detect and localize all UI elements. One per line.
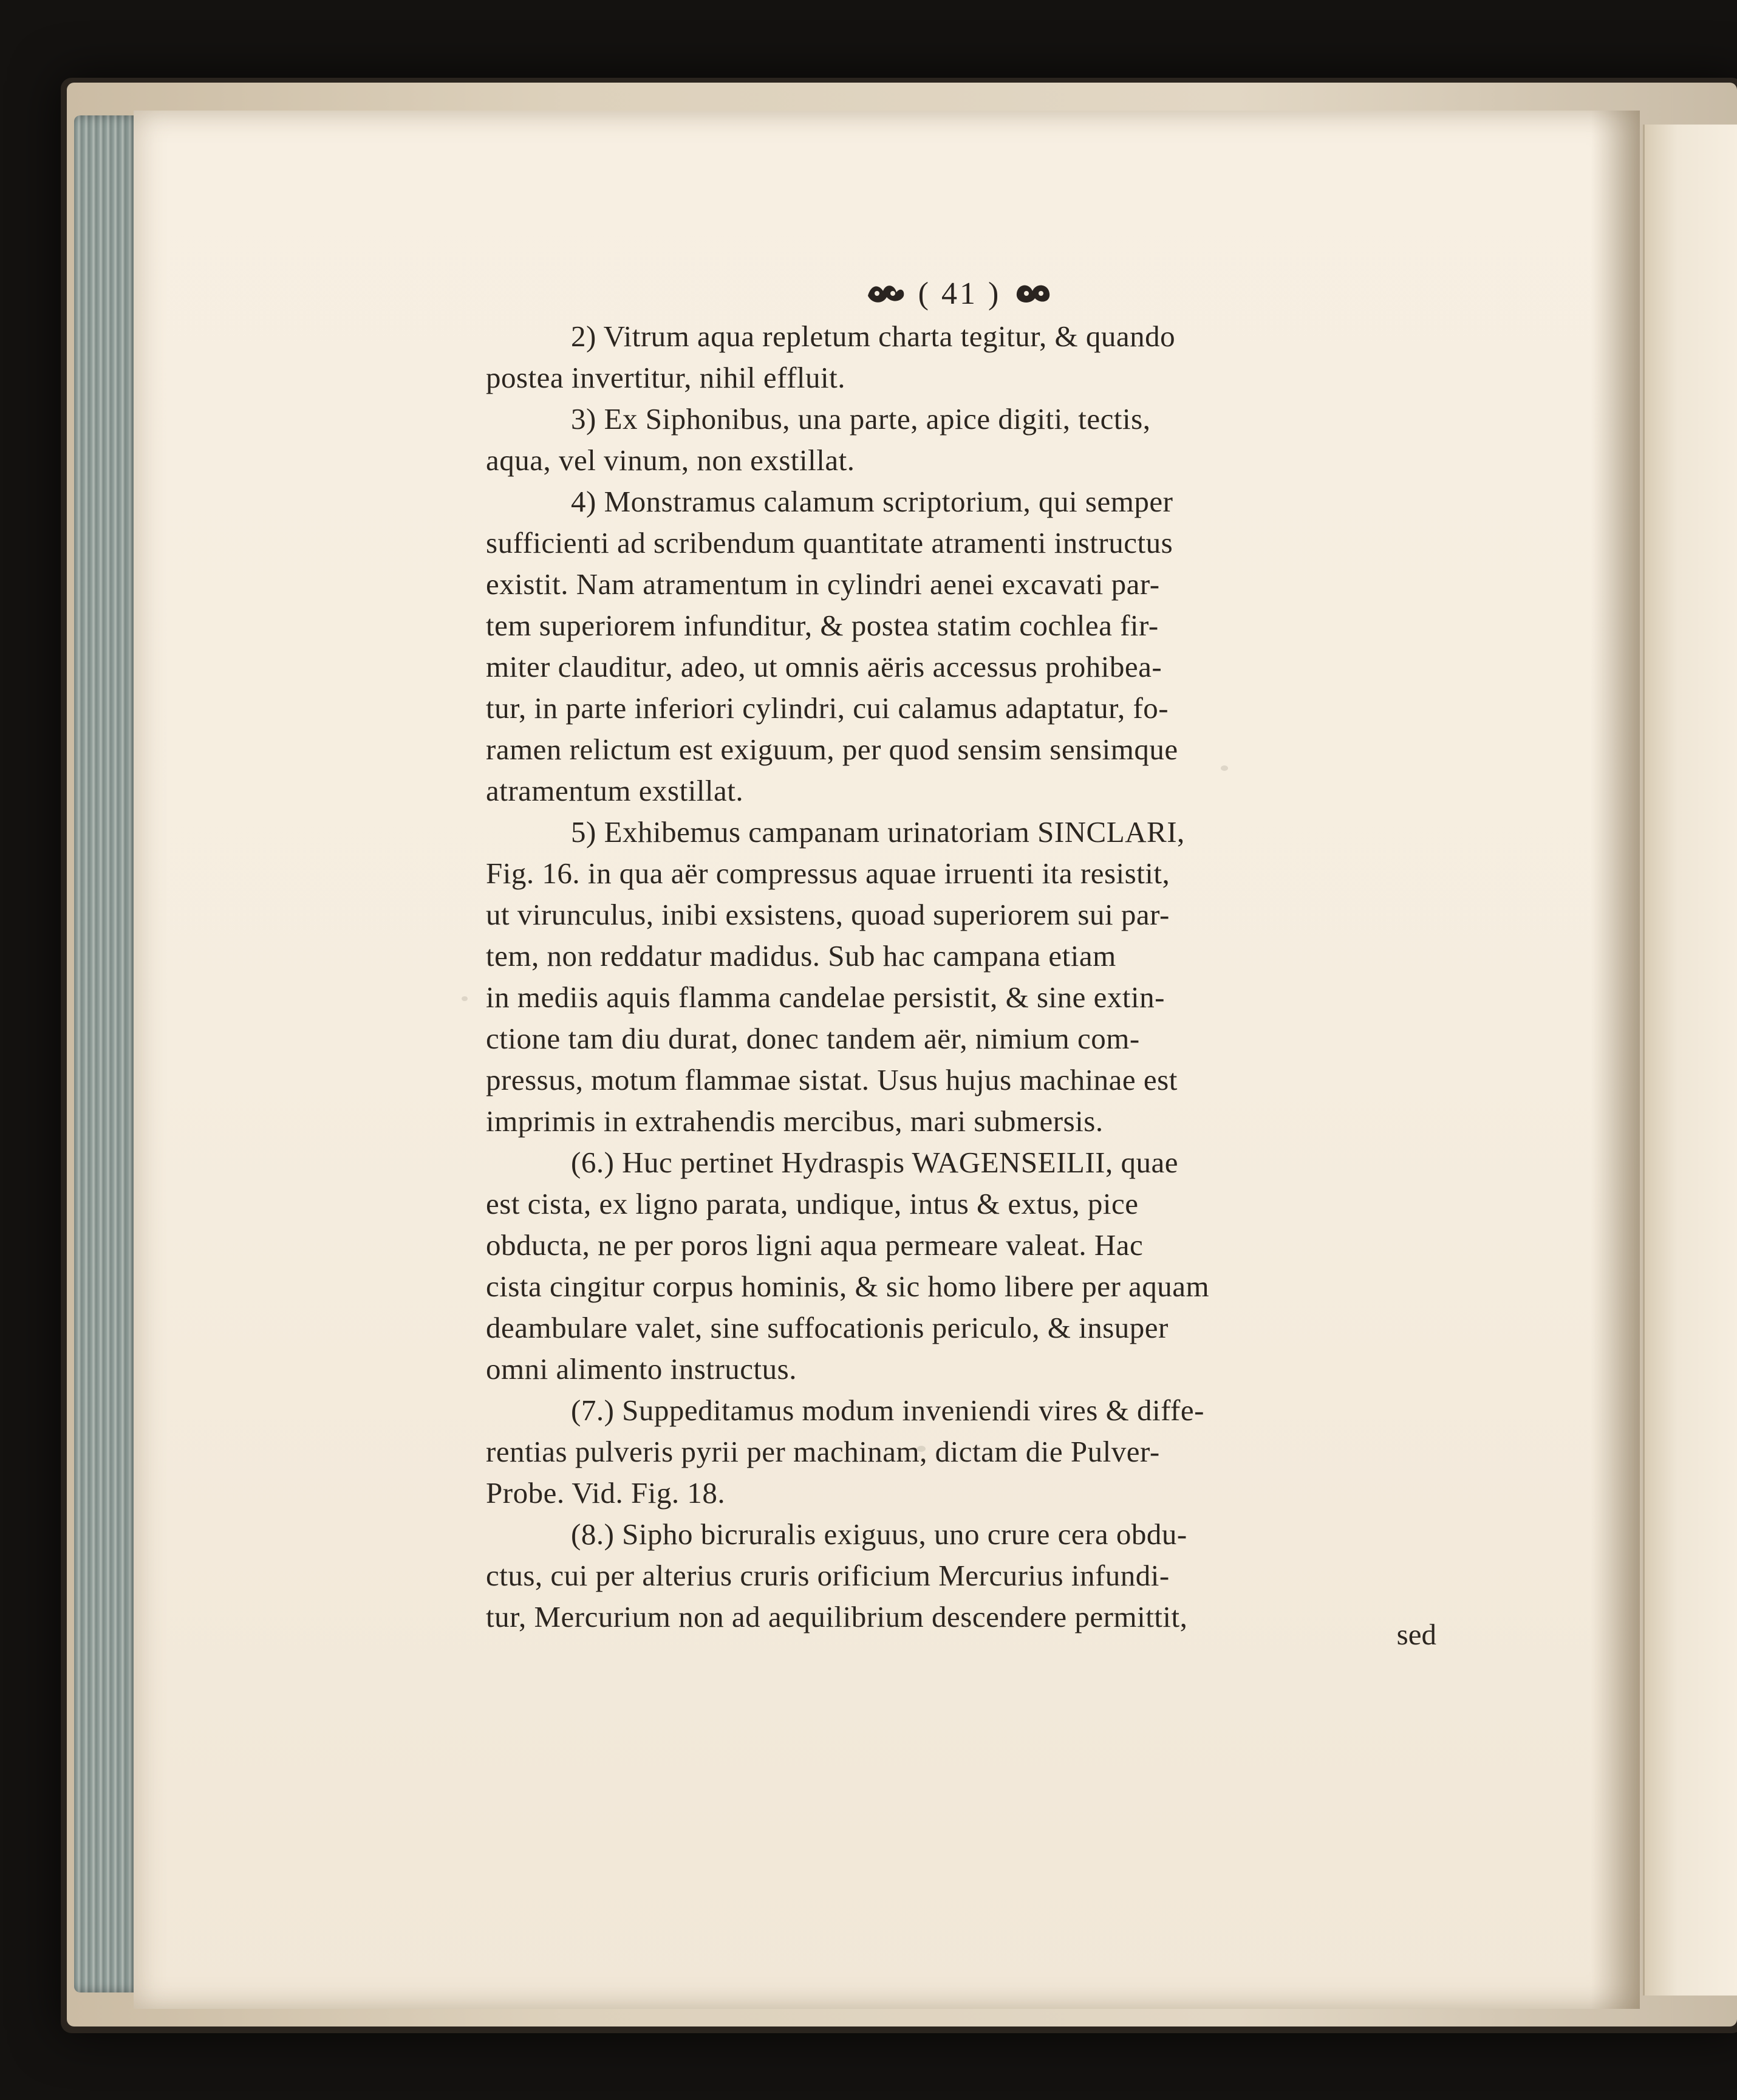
text-line: aqua, vel vinum, non exstillat.: [486, 443, 855, 477]
text-line: (7.) Suppeditamus modum inveniendi vires & diffe-: [571, 1394, 1204, 1427]
text-line: omni alimento instructus.: [486, 1352, 797, 1386]
text-line: 3) Ex Siphonibus, una parte, apice digiti, tectis,: [571, 402, 1151, 436]
text-line: (6.) Huc pertinet Hydraspis WAGENSEILII, quae: [571, 1146, 1178, 1179]
text-line: tur, Mercurium non ad aequilibrium descendere permittit,: [486, 1600, 1188, 1633]
text-line: in mediis aquis flamma candelae persistit, & sine extin-: [486, 980, 1165, 1014]
text-line: imprimis in extrahendis mercibus, mari submersis.: [486, 1104, 1104, 1138]
text-line: sufficienti ad scribendum quantitate atramenti instructus: [486, 526, 1173, 559]
text-line: pressus, motum flammae sistat. Usus hujus machinae est: [486, 1063, 1178, 1096]
text-line: tur, in parte inferiori cylindri, cui calamus adaptatur, fo-: [486, 691, 1169, 725]
text-line: Probe. Vid. Fig. 18.: [486, 1476, 726, 1510]
page-edges: [74, 115, 141, 1992]
next-page-edge: [1643, 125, 1737, 1996]
page-header: [832, 272, 1087, 315]
catchword: sed: [1396, 1618, 1436, 1651]
text-line: (8.) Sipho bicruralis exiguus, uno crure cera obdu-: [571, 1517, 1187, 1551]
text-line: atramentum exstillat.: [486, 774, 744, 807]
text-line: tem superiorem infunditur, & postea statim cochlea fir-: [486, 609, 1159, 642]
text-line: obducta, ne per poros ligni aqua permeare valeat. Hac: [486, 1228, 1144, 1262]
text-line: tem, non reddatur madidus. Sub hac campana etiam: [486, 939, 1116, 973]
ornament-left-icon: [865, 279, 907, 308]
text-block: [486, 316, 1433, 1638]
ornament-right-icon: [1012, 279, 1054, 308]
text-line: 2) Vitrum aqua repletum charta tegitur, & quando: [571, 320, 1176, 353]
text-line: existit. Nam atramentum in cylindri aenei excavati par-: [486, 567, 1160, 601]
gutter-shadow: [1591, 111, 1640, 2009]
text-line: 5) Exhibemus campanam urinatoriam SINCLARI,: [571, 815, 1185, 849]
text-line: Fig. 16. in qua aër compressus aquae irruenti ita resistit,: [486, 857, 1170, 890]
text-line: 4) Monstramus calamum scriptorium, qui semper: [571, 485, 1173, 518]
page-number: ( 41 ): [918, 276, 1002, 311]
text-line: ctione tam diu durat, donec tandem aër, nimium com-: [486, 1022, 1140, 1055]
text-line: rentias pulveris pyrii per machinam, dictam die Pulver-: [486, 1435, 1160, 1468]
text-line: deambulare valet, sine suffocationis periculo, & insuper: [486, 1311, 1169, 1344]
text-line: ramen relictum est exiguum, per quod sensim sensimque: [486, 733, 1178, 766]
text-line: ctus, cui per alterius cruris orificium Mercurius infundi-: [486, 1559, 1170, 1592]
text-line: cista cingitur corpus hominis, & sic homo libere per aquam: [486, 1270, 1210, 1303]
paper-speck: [462, 996, 468, 1001]
text-line: miter clauditur, adeo, ut omnis aëris accessus prohibea-: [486, 650, 1162, 683]
text-line: est cista, ex ligno parata, undique, intus & extus, pice: [486, 1187, 1139, 1220]
text-line: postea invertitur, nihil effluit.: [486, 361, 845, 394]
text-line: ut virunculus, inibi exsistens, quoad superiorem sui par-: [486, 898, 1170, 931]
